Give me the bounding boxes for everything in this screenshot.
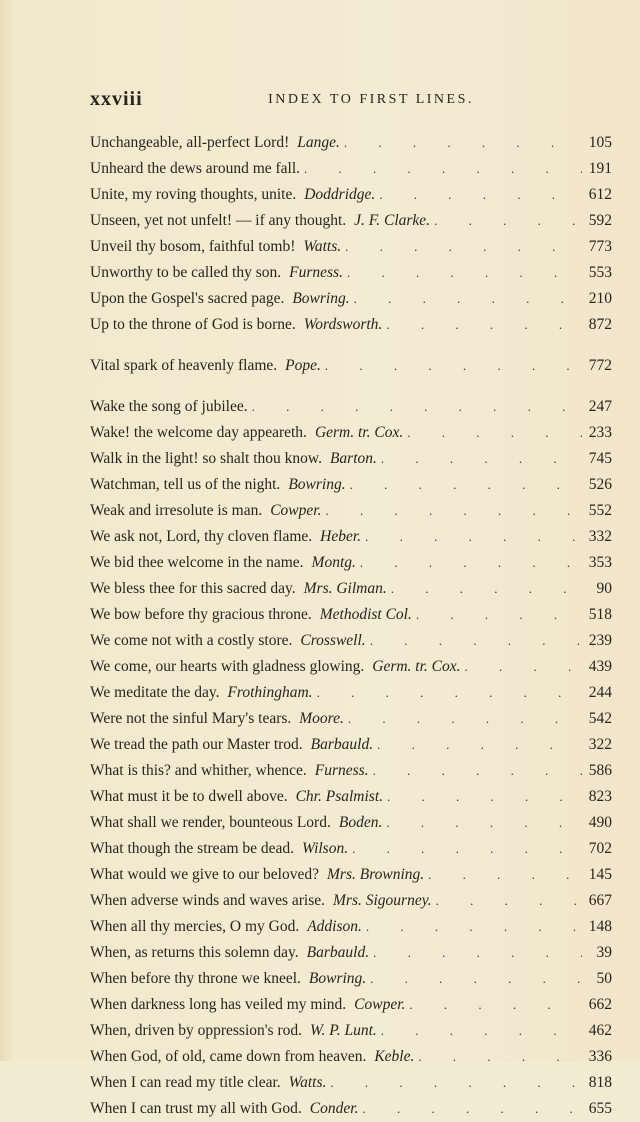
hymn-number: 332: [588, 528, 612, 545]
first-line-text: Unveil thy bosom, faithful tomb!: [90, 238, 296, 255]
index-entry: [90, 1096, 612, 1122]
first-line-text: When before thy throne we kneel.: [90, 970, 301, 987]
index-entry: [90, 966, 612, 992]
dot-leader: [304, 156, 582, 182]
index-entry: [90, 156, 612, 182]
index-entry: [90, 260, 612, 286]
dot-leader: [373, 758, 582, 784]
author-name: Lange.: [297, 134, 340, 151]
dot-leader: [379, 182, 582, 208]
first-line-text: We tread the path our Master trod.: [90, 736, 303, 753]
first-lines-index: [90, 130, 612, 1122]
hymn-number: 191: [588, 160, 612, 177]
hymn-number: 772: [588, 357, 612, 374]
dot-leader: [381, 1018, 582, 1044]
first-line-text: Upon the Gospel's sacred page.: [90, 290, 285, 307]
first-line-text: When, as returns this solemn day.: [90, 944, 299, 961]
index-entry: [90, 446, 612, 472]
hymn-number: 542: [588, 710, 612, 727]
dot-leader: [386, 810, 582, 836]
first-line-text: When I can read my title clear.: [90, 1074, 281, 1091]
hymn-number: 586: [588, 762, 612, 779]
dot-leader: [428, 862, 582, 888]
dot-leader: [370, 966, 582, 992]
first-line-text: We ask not, Lord, thy cloven flame.: [90, 528, 313, 545]
index-entry: [90, 732, 612, 758]
author-name: Boden.: [338, 814, 383, 831]
author-name: Keble.: [374, 1048, 415, 1065]
index-entry: [90, 234, 612, 260]
index-entry: [90, 576, 612, 602]
dot-leader: [407, 420, 582, 446]
dot-leader: [330, 1070, 582, 1096]
first-line-text: Watchman, tell us of the night.: [90, 476, 281, 493]
index-group-u: [90, 130, 612, 338]
author-name: Crosswell.: [300, 632, 366, 649]
author-name: Bowring.: [292, 290, 350, 307]
first-line-text: Walk in the light! so shalt thou know.: [90, 450, 322, 467]
first-line-text: We bless thee for this sacred day.: [90, 580, 296, 597]
index-entry: [90, 888, 612, 914]
dot-leader: [345, 234, 582, 260]
dot-leader: [354, 286, 582, 312]
author-name: Wilson.: [302, 840, 349, 857]
hymn-number: 526: [588, 476, 612, 493]
index-entry: [90, 182, 612, 208]
first-line-text: Unite, my roving thoughts, unite.: [90, 186, 297, 203]
first-line-text: Up to the throne of God is borne.: [90, 316, 296, 333]
first-line-text: When, driven by oppression's rod.: [90, 1022, 303, 1039]
dot-leader: [366, 914, 582, 940]
author-name: Cowper.: [270, 502, 322, 519]
running-title: INDEX TO FIRST LINES.: [268, 92, 474, 107]
dot-leader: [360, 550, 582, 576]
author-name: Methodist Col.: [319, 606, 412, 623]
hymn-number: 145: [588, 866, 612, 883]
index-entry: [90, 836, 612, 862]
hymn-number: 247: [588, 398, 612, 415]
dot-leader: [252, 394, 582, 420]
index-entry: [90, 208, 612, 234]
hymn-number: 336: [588, 1048, 612, 1065]
first-line-text: Wake the song of jubilee.: [90, 398, 248, 415]
index-entry: [90, 680, 612, 706]
first-line-text: Unworthy to be called thy son.: [90, 264, 282, 281]
author-name: W. P. Lunt.: [310, 1022, 377, 1039]
author-name: Germ. tr. Cox.: [314, 424, 404, 441]
hymn-number: 50: [596, 970, 612, 987]
first-line-text: What is this? and whither, whence.: [90, 762, 307, 779]
index-entry: [90, 628, 612, 654]
first-line-text: What must it be to dwell above.: [90, 788, 288, 805]
dot-leader: [370, 628, 582, 654]
first-line-text: We come not with a costly store.: [90, 632, 293, 649]
index-group-v: [90, 353, 612, 379]
index-entry: [90, 784, 612, 810]
hymn-number: 233: [588, 424, 612, 441]
author-name: Barbauld.: [310, 736, 374, 753]
dot-leader: [387, 784, 582, 810]
first-line-text: What though the stream be dead.: [90, 840, 295, 857]
author-name: Frothingham.: [227, 684, 313, 701]
dot-leader: [348, 706, 582, 732]
hymn-number: 662: [588, 996, 612, 1013]
first-line-text: We come, our hearts with gladness glowing.: [90, 658, 365, 675]
page-number: xxviii: [90, 88, 143, 110]
author-name: Barton.: [329, 450, 377, 467]
dot-leader: [350, 472, 582, 498]
author-name: Mrs. Browning.: [327, 866, 425, 883]
author-name: Bowring.: [308, 970, 367, 987]
index-entry: [90, 1018, 612, 1044]
dot-leader: [352, 836, 582, 862]
hymn-number: 667: [588, 892, 612, 909]
author-name: Pope.: [285, 357, 321, 374]
dot-leader: [347, 260, 582, 286]
first-line-text: Weak and irresolute is man.: [90, 502, 263, 519]
index-entry: [90, 914, 612, 940]
author-name: Furness.: [289, 264, 343, 281]
dot-leader: [344, 130, 582, 156]
hymn-number: 244: [588, 684, 612, 701]
first-line-text: When God, of old, came down from heaven.: [90, 1048, 367, 1065]
index-entry: [90, 524, 612, 550]
index-entry: [90, 758, 612, 784]
hymn-number: 518: [588, 606, 612, 623]
author-name: Mrs. Sigourney.: [333, 892, 432, 909]
author-name: Heber.: [320, 528, 362, 545]
hymn-number: 490: [588, 814, 612, 831]
author-name: J. F. Clarke.: [354, 212, 431, 229]
author-name: Furness.: [314, 762, 369, 779]
first-line-text: Unheard the dews around me fall.: [90, 160, 301, 177]
hymn-number: 823: [588, 788, 612, 805]
index-entry: [90, 992, 612, 1018]
hymn-number: 239: [588, 632, 612, 649]
index-group-w: [90, 394, 612, 1122]
hymn-number: 612: [588, 186, 612, 203]
dot-leader: [381, 446, 582, 472]
dot-leader: [325, 498, 582, 524]
first-line-text: What shall we render, bounteous Lord.: [90, 814, 331, 831]
first-line-text: Unseen, yet not unfelt! — if any thought.: [90, 212, 347, 229]
index-entry: [90, 420, 612, 446]
index-entry: [90, 394, 612, 420]
index-entry: [90, 130, 612, 156]
hymn-number: 210: [588, 290, 612, 307]
dot-leader: [465, 654, 582, 680]
hymn-number: 462: [588, 1022, 612, 1039]
first-line-text: We meditate the day.: [90, 684, 220, 701]
first-line-text: We bid thee welcome in the name.: [90, 554, 304, 571]
hymn-number: 818: [588, 1074, 612, 1091]
hymn-number: 745: [588, 450, 612, 467]
dot-leader: [386, 312, 582, 338]
first-line-text: We bow before thy gracious throne.: [90, 606, 312, 623]
author-name: Barbauld.: [306, 944, 370, 961]
author-name: Bowring.: [288, 476, 346, 493]
hymn-number: 872: [588, 316, 612, 333]
author-name: Montg.: [311, 554, 356, 571]
author-name: Watts.: [288, 1074, 327, 1091]
first-line-text: Vital spark of heavenly flame.: [90, 357, 278, 374]
hymn-number: 773: [588, 238, 612, 255]
author-name: Mrs. Gilman.: [303, 580, 387, 597]
hymn-number: 39: [596, 944, 612, 961]
hymn-number: 105: [588, 134, 612, 151]
dot-leader: [373, 940, 582, 966]
author-name: Conder.: [309, 1100, 359, 1117]
index-entry: [90, 498, 612, 524]
dot-leader: [325, 353, 582, 379]
first-line-text: What would we give to our beloved?: [90, 866, 319, 883]
index-entry: [90, 810, 612, 836]
author-name: Watts.: [303, 238, 342, 255]
dot-leader: [409, 992, 582, 1018]
index-entry: [90, 1070, 612, 1096]
index-entry: [90, 940, 612, 966]
index-entry: [90, 1044, 612, 1070]
dot-leader: [362, 1096, 582, 1122]
dot-leader: [418, 1044, 582, 1070]
first-line-text: Unchangeable, all-perfect Lord!: [90, 134, 290, 151]
author-name: Cowper.: [354, 996, 406, 1013]
index-entry: [90, 550, 612, 576]
index-entry: [90, 286, 612, 312]
index-entry: [90, 312, 612, 338]
first-line-text: When darkness long has veiled my mind.: [90, 996, 347, 1013]
dot-leader: [391, 576, 582, 602]
dot-leader: [377, 732, 582, 758]
hymn-number: 552: [588, 502, 612, 519]
dot-leader: [436, 888, 582, 914]
hymn-number: 439: [588, 658, 612, 675]
hymn-number: 90: [596, 580, 612, 597]
index-entry: [90, 602, 612, 628]
hymn-number: 353: [588, 554, 612, 571]
hymn-number: 553: [588, 264, 612, 281]
index-entry: [90, 472, 612, 498]
first-line-text: Were not the sinful Mary's tears.: [90, 710, 292, 727]
author-name: Germ. tr. Cox.: [372, 658, 461, 675]
dot-leader: [416, 602, 582, 628]
dot-leader: [365, 524, 582, 550]
first-line-text: When all thy mercies, O my God.: [90, 918, 300, 935]
author-name: Addison.: [307, 918, 362, 935]
first-line-text: When I can trust my all with God.: [90, 1100, 302, 1117]
index-entry: [90, 706, 612, 732]
hymn-number: 148: [588, 918, 612, 935]
hymn-number: 702: [588, 840, 612, 857]
author-name: Chr. Psalmist.: [295, 788, 384, 805]
hymn-number: 655: [588, 1100, 612, 1117]
hymn-number: 322: [588, 736, 612, 753]
index-entry: [90, 654, 612, 680]
author-name: Wordsworth.: [303, 316, 383, 333]
page-header: [90, 88, 612, 112]
dot-leader: [317, 680, 582, 706]
index-entry: [90, 353, 612, 379]
author-name: Moore.: [299, 710, 344, 727]
first-line-text: When adverse winds and waves arise.: [90, 892, 325, 909]
author-name: Doddridge.: [304, 186, 376, 203]
dot-leader: [434, 208, 582, 234]
hymn-number: 592: [588, 212, 612, 229]
first-line-text: Wake! the welcome day appeareth.: [90, 424, 307, 441]
index-entry: [90, 862, 612, 888]
